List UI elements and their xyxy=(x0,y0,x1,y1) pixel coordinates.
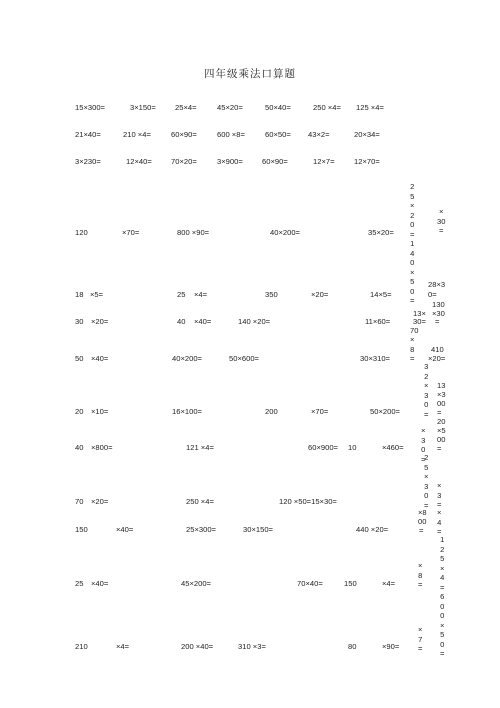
math-problem: 50×600= xyxy=(229,354,259,363)
math-problem: 15×300= xyxy=(75,103,105,112)
vertical-problem-char: 0 xyxy=(410,220,415,229)
math-problem: 30= xyxy=(413,317,426,326)
vertical-problem-char: × xyxy=(437,481,442,490)
vertical-problem-char: = xyxy=(440,649,445,658)
vertical-problem-char: = xyxy=(439,226,444,235)
math-problem: 350 xyxy=(265,290,278,299)
vertical-problem-char: 0 xyxy=(424,491,429,500)
math-problem: 25×4= xyxy=(175,103,197,112)
vertical-problem-char: × xyxy=(421,426,426,435)
vertical-problem-char: × xyxy=(410,267,415,277)
math-problem: = xyxy=(419,526,424,535)
math-problem: ×20= xyxy=(311,290,329,299)
math-problem: 210 ×4= xyxy=(123,130,151,139)
math-problem: 45×20= xyxy=(217,103,243,112)
math-problem: ×4= xyxy=(382,579,396,588)
math-problem: 25×300= xyxy=(186,525,216,534)
vertical-problem-char: 4 xyxy=(437,517,442,527)
math-problem: 60×90= xyxy=(262,157,288,166)
math-problem: 00 xyxy=(437,435,446,444)
vertical-problem-char: = xyxy=(410,354,415,363)
math-problem: ×30 xyxy=(432,309,445,318)
math-problem: 140 ×20= xyxy=(238,317,271,326)
vertical-problem-column xyxy=(424,453,428,510)
math-problem: ×70= xyxy=(311,407,329,416)
math-problem: 121 ×4= xyxy=(186,443,214,452)
math-problem: 11×60= xyxy=(365,317,391,326)
math-problem: 600 ×8= xyxy=(217,130,245,139)
math-problem: 200 ×40= xyxy=(181,642,214,651)
math-problem: 120 xyxy=(75,228,88,237)
math-problem: ×5 xyxy=(437,426,446,435)
math-problem: 40 xyxy=(177,317,186,326)
vertical-problem-char: × xyxy=(410,335,415,344)
math-problem: 60×900= xyxy=(308,443,338,452)
math-problem: 440 ×20= xyxy=(356,525,389,534)
vertical-problem-column xyxy=(440,535,444,659)
math-problem: ×20= xyxy=(91,497,109,506)
math-problem: 80 xyxy=(348,642,357,651)
vertical-problem-char: 7 xyxy=(418,634,423,644)
vertical-problem-char: × xyxy=(440,620,445,630)
vertical-problem-char: × xyxy=(437,508,442,517)
vertical-problem-char: 3 xyxy=(421,435,426,445)
math-problem: ×40= xyxy=(91,354,109,363)
vertical-problem-char: 0 xyxy=(440,611,445,620)
math-problem: 150 xyxy=(344,579,357,588)
math-problem: 3×150= xyxy=(130,103,156,112)
math-problem: 45×200= xyxy=(181,579,211,588)
math-problem: 130 xyxy=(432,300,445,309)
math-problem: = xyxy=(435,317,440,326)
math-problem: 16×100= xyxy=(172,407,202,416)
vertical-problem-char: 0 xyxy=(440,601,445,611)
vertical-problem-char: × xyxy=(440,563,445,573)
math-problem: 800 ×90= xyxy=(177,228,210,237)
vertical-problem-char: 1 xyxy=(440,535,445,544)
vertical-problem-char: = xyxy=(424,409,429,419)
math-problem: 60×50= xyxy=(265,130,291,139)
math-problem: 25 xyxy=(177,290,186,299)
vertical-problem-column xyxy=(437,508,441,537)
math-problem: 00 xyxy=(418,517,427,526)
math-problem: ×90= xyxy=(382,642,400,651)
math-problem: 18 xyxy=(75,290,84,299)
math-problem: 30 xyxy=(75,317,84,326)
vertical-problem-char: × xyxy=(424,381,429,390)
math-problem: 120 ×50=15×30= xyxy=(279,497,337,506)
math-problem: ×40= xyxy=(194,317,212,326)
math-problem: 40 xyxy=(75,443,84,452)
vertical-problem-column xyxy=(410,335,414,364)
vertical-problem-char: 3 xyxy=(424,390,429,400)
vertical-problem-char: = xyxy=(437,500,442,509)
math-problem: = xyxy=(437,408,442,417)
math-problem: ×40= xyxy=(116,525,134,534)
vertical-problem-char: 5 xyxy=(410,277,415,286)
vertical-problem-char: 5 xyxy=(424,462,429,472)
math-problem: 13 xyxy=(437,381,446,390)
math-problem: 50×200= xyxy=(370,407,400,416)
math-problem: ×800= xyxy=(91,443,113,452)
math-problem: 13× xyxy=(413,309,426,318)
vertical-problem-char: 2 xyxy=(410,210,415,220)
vertical-problem-char: 30 xyxy=(437,216,446,226)
vertical-problem-char: 2 xyxy=(410,182,415,191)
math-problem: 12×7= xyxy=(313,157,335,166)
math-problem: 3×900= xyxy=(217,157,243,166)
vertical-problem-char: 0 xyxy=(410,286,415,296)
math-problem: = xyxy=(437,444,442,453)
math-problem: 250 ×4= xyxy=(313,103,341,112)
math-problem: 28×3 xyxy=(428,280,446,289)
vertical-problem-column xyxy=(437,481,441,510)
vertical-problem-char: 4 xyxy=(440,573,445,582)
math-problem: ×70= xyxy=(122,228,140,237)
vertical-problem-column xyxy=(410,182,414,306)
vertical-problem-char: = xyxy=(421,454,426,464)
math-problem: 30×150= xyxy=(243,525,273,534)
vertical-problem-column xyxy=(424,362,428,419)
vertical-problem-char: 3 xyxy=(424,362,429,371)
vertical-problem-char: 5 xyxy=(440,554,445,563)
math-problem: 310 ×3= xyxy=(238,642,266,651)
vertical-problem-char: 8 xyxy=(410,344,415,354)
vertical-problem-char: 0 xyxy=(440,639,445,649)
math-problem: ×10= xyxy=(91,407,109,416)
math-problem: ×20= xyxy=(91,317,109,326)
math-problem: 70 xyxy=(75,497,84,506)
math-problem: ×4= xyxy=(194,290,208,299)
math-problem: 250 ×4= xyxy=(186,497,214,506)
math-problem: 30×310= xyxy=(360,354,390,363)
math-problem: 70×40= xyxy=(297,579,323,588)
math-problem: 12×40= xyxy=(126,157,152,166)
vertical-problem-char: 3 xyxy=(424,481,429,491)
math-problem: 14×5= xyxy=(370,290,392,299)
math-problem: 25 xyxy=(75,579,84,588)
vertical-problem-char: 0 xyxy=(424,400,429,409)
math-problem: 50×40= xyxy=(265,103,291,112)
math-problem: 150 xyxy=(75,525,88,534)
math-problem: ×460= xyxy=(382,443,404,452)
vertical-problem-column xyxy=(418,625,422,654)
vertical-problem-char: 8 xyxy=(418,570,423,580)
math-problem: 3×230= xyxy=(75,157,101,166)
math-problem: 10 xyxy=(348,443,357,452)
math-problem: ×3 xyxy=(437,390,446,399)
math-problem: 410 xyxy=(431,345,444,354)
vertical-problem-char: 5 xyxy=(440,630,445,639)
vertical-problem-char: = xyxy=(410,229,415,239)
vertical-problem-char: 2 xyxy=(440,544,445,554)
vertical-problem-column xyxy=(418,561,422,590)
vertical-problem-char: 5 xyxy=(410,191,415,201)
vertical-problem-char: = xyxy=(418,580,423,589)
vertical-problem-char: 1 xyxy=(410,239,415,248)
vertical-problem-char: = xyxy=(410,296,415,305)
vertical-problem-char: = xyxy=(418,644,423,653)
math-problem: 50 xyxy=(75,354,84,363)
math-problem: 43×2= xyxy=(308,130,330,139)
vertical-problem-char: = xyxy=(440,582,445,592)
math-problem: ×20= xyxy=(428,354,446,363)
math-problem: 200 xyxy=(265,407,278,416)
math-problem: ×8 xyxy=(418,508,427,517)
math-problem: 20 xyxy=(437,417,446,426)
vertical-problem-char: × xyxy=(424,472,429,481)
math-problem: 00 xyxy=(437,399,446,408)
math-problem: 125 ×4= xyxy=(356,103,384,112)
math-problem: 40×200= xyxy=(270,228,300,237)
vertical-problem-char: = xyxy=(424,500,429,510)
math-problem: 70 xyxy=(410,326,419,335)
vertical-problem-char: × xyxy=(418,625,423,634)
math-problem: ×5= xyxy=(90,290,104,299)
math-problem: ×4= xyxy=(116,642,130,651)
math-problem: 210 xyxy=(75,642,88,651)
math-problem: 40×200= xyxy=(172,354,202,363)
math-problem: 20 xyxy=(75,407,84,416)
vertical-problem-char: 0 xyxy=(421,445,426,454)
vertical-problem-char: = xyxy=(437,527,442,536)
math-problem: ×40= xyxy=(91,579,109,588)
math-problem: 60×90= xyxy=(171,130,197,139)
vertical-problem-column xyxy=(437,207,445,236)
math-problem: 20×34= xyxy=(354,130,380,139)
vertical-problem-char: 0 xyxy=(410,258,415,267)
vertical-problem-char: 3 xyxy=(437,490,442,500)
vertical-problem-char: × xyxy=(410,201,415,210)
page-title: 四年级乘法口算题 xyxy=(204,68,296,80)
vertical-problem-char: 6 xyxy=(440,592,445,601)
vertical-problem-char: 2 xyxy=(424,371,429,381)
vertical-problem-char: × xyxy=(418,561,423,570)
math-problem: 12×70= xyxy=(354,157,380,166)
math-problem: 21×40= xyxy=(75,130,101,139)
vertical-problem-char: 4 xyxy=(410,248,415,258)
math-problem: 70×20= xyxy=(171,157,197,166)
vertical-problem-char: × xyxy=(439,207,444,216)
math-problem: 35×20= xyxy=(368,228,394,237)
math-problem: 0= xyxy=(428,290,437,299)
vertical-problem-char: 2 xyxy=(424,453,429,462)
